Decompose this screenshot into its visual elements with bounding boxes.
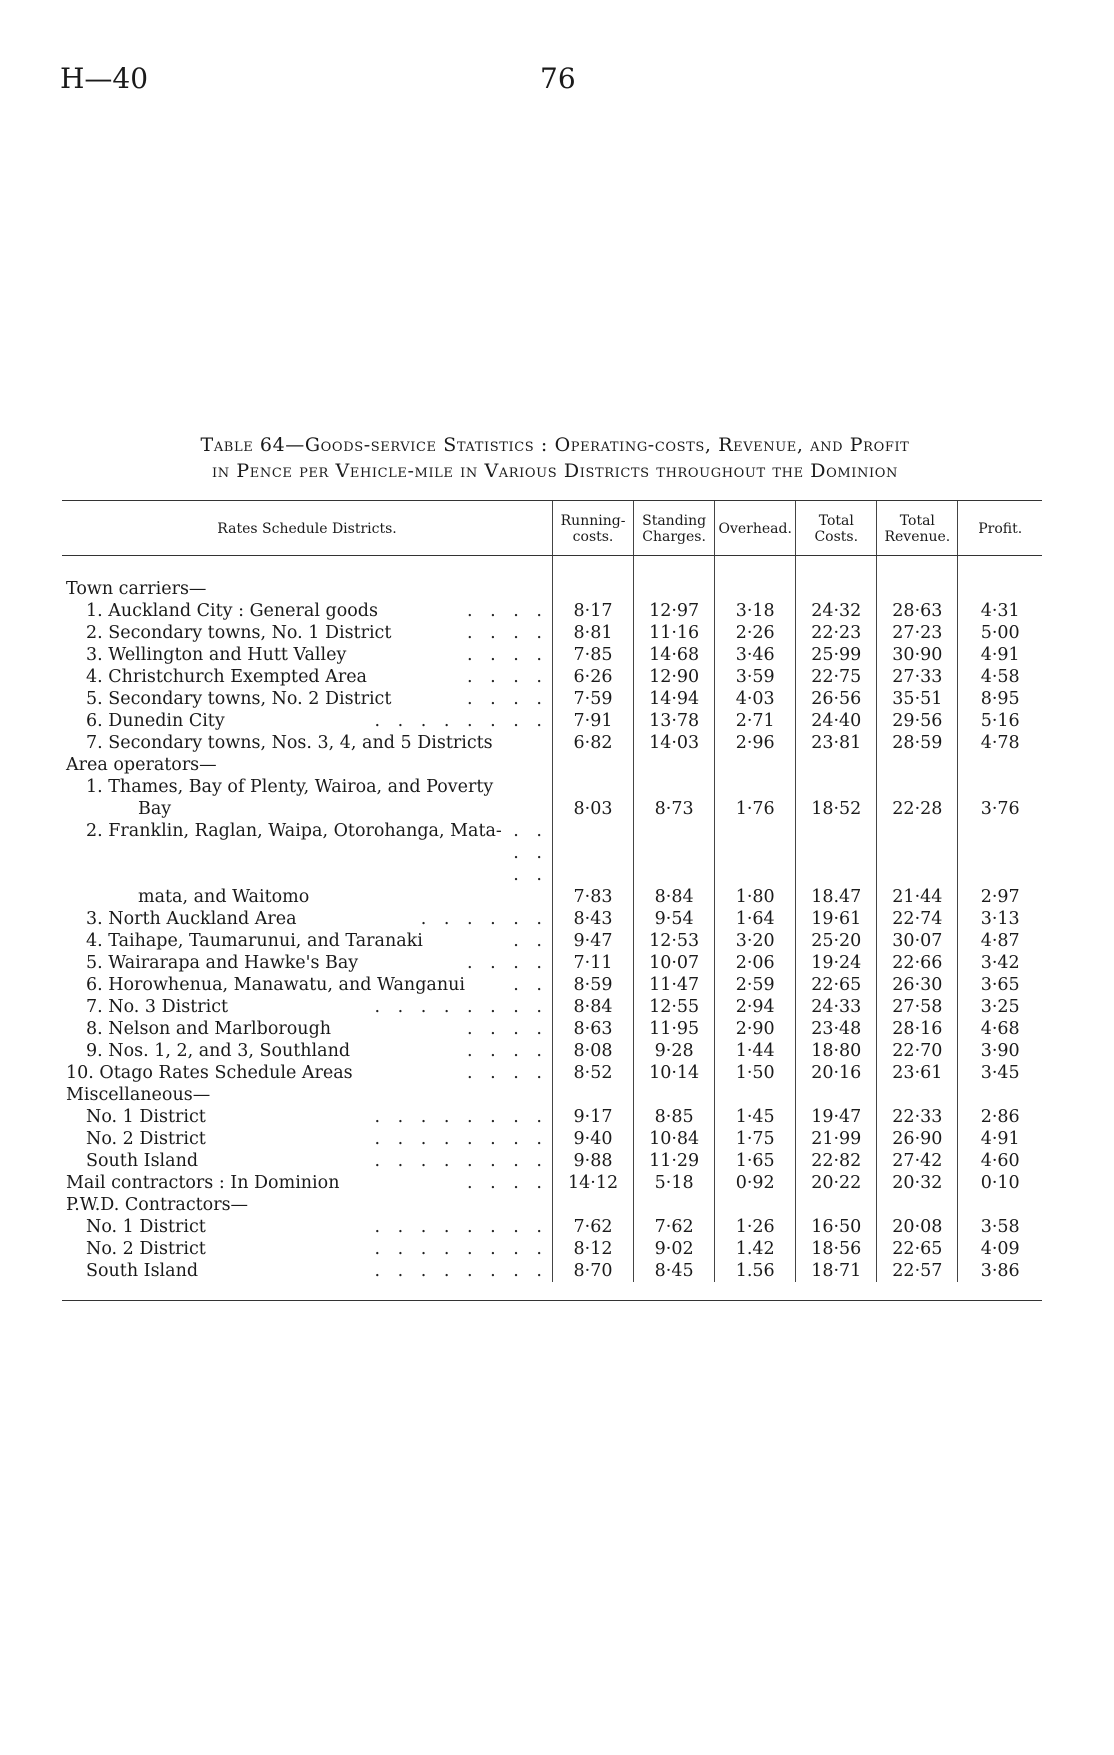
table-title — [60, 432, 1050, 484]
group-miscellaneous: Miscellaneous— — [66, 1085, 211, 1105]
group-heading-row — [62, 1194, 1042, 1216]
district-label-line — [66, 1062, 548, 1084]
cell-total-costs: 18.47 — [796, 820, 877, 908]
cell-total-costs: 18·52 — [796, 776, 877, 820]
district-label-line — [86, 820, 548, 886]
cell-total-costs: 18·80 — [796, 1040, 877, 1062]
cell-profit: 8·95 — [958, 688, 1042, 710]
table-row — [62, 732, 1042, 754]
district-name: No. 1 District — [86, 1217, 206, 1237]
cell-profit: 4·91 — [958, 1128, 1042, 1150]
cell-total-revenue: 22·33 — [877, 1106, 958, 1128]
cell-total-revenue: 21·44 — [877, 820, 958, 908]
cell-standing-charges: 11·16 — [634, 622, 715, 644]
district-label — [62, 1216, 553, 1238]
district-label-line — [86, 1238, 548, 1260]
cell-total-costs: 25·99 — [796, 644, 877, 666]
cell-overhead: 4·03 — [715, 688, 796, 710]
cell-overhead: 1·76 — [715, 776, 796, 820]
district-name: 8. Nelson and Marlborough — [86, 1019, 332, 1039]
district-label-line — [86, 688, 548, 710]
district-name: 1. Auckland City : General goods — [86, 601, 378, 621]
cell-overhead: 2·71 — [715, 710, 796, 732]
district-name: 4. Taihape, Taumarunui, and Taranaki — [86, 931, 423, 951]
district-label — [62, 1260, 553, 1282]
group-pwd-contractors: P.W.D. Contractors— — [66, 1195, 249, 1215]
group-heading-row — [62, 1084, 1042, 1106]
cell-profit: 3·86 — [958, 1260, 1042, 1282]
cell-total-revenue: 30·07 — [877, 930, 958, 952]
cell-standing-charges: 12·97 — [634, 600, 715, 622]
goods-service-statistics-table — [62, 501, 1042, 1282]
cell-overhead: 1·64 — [715, 908, 796, 930]
group-town-carriers: Town carriers— — [66, 579, 207, 599]
district-name-continuation: Bay — [138, 799, 172, 819]
cell-standing-charges: 12·53 — [634, 930, 715, 952]
leader-dots: . . . . . . . . — [374, 1261, 548, 1281]
district-name: 3. Wellington and Hutt Valley — [86, 645, 347, 665]
district-label — [62, 952, 553, 974]
district-label — [62, 644, 553, 666]
cell-total-costs: 24·32 — [796, 600, 877, 622]
cell-overhead: 1·50 — [715, 1062, 796, 1084]
cell-overhead: 3·20 — [715, 930, 796, 952]
district-label-line — [86, 776, 548, 798]
district-label-line — [86, 908, 548, 930]
cell-overhead: 2·96 — [715, 732, 796, 754]
cell-profit: 5·00 — [958, 622, 1042, 644]
leader-dots: . . . . — [467, 953, 548, 973]
leader-dots — [493, 732, 548, 754]
cell-total-revenue: 26·30 — [877, 974, 958, 996]
table-row — [62, 710, 1042, 732]
cell-running-costs: 8·03 — [553, 776, 634, 820]
table-row — [62, 666, 1042, 688]
district-label — [62, 1106, 553, 1128]
district-name: 6. Horowhenua, Manawatu, and Wanganui — [86, 975, 465, 995]
cell-overhead: 2·94 — [715, 996, 796, 1018]
column-header-standing-charges: Standing Charges. — [634, 501, 715, 556]
group-area-operators: Area operators— — [66, 755, 217, 775]
leader-dots: . . — [513, 931, 548, 951]
cell-overhead: 1·45 — [715, 1106, 796, 1128]
leader-dots: . . . . . . . . — [374, 1107, 548, 1127]
cell-running-costs: 7·62 — [553, 1216, 634, 1238]
table-row — [62, 1018, 1042, 1040]
district-name: 4. Christchurch Exempted Area — [86, 667, 367, 687]
cell-standing-charges: 11·29 — [634, 1150, 715, 1172]
cell-total-costs: 24·40 — [796, 710, 877, 732]
table-row — [62, 600, 1042, 622]
cell-total-revenue: 35·51 — [877, 688, 958, 710]
cell-profit: 3·90 — [958, 1040, 1042, 1062]
cell-standing-charges: 10·84 — [634, 1128, 715, 1150]
cell-standing-charges: 9·54 — [634, 908, 715, 930]
leader-dots: . . . . . . . . — [374, 1151, 548, 1171]
cell-total-revenue: 26·90 — [877, 1128, 958, 1150]
district-label-line — [86, 644, 548, 666]
leader-dots: . . . . — [467, 1019, 548, 1039]
district-label-line — [86, 732, 548, 754]
cell-total-costs: 22·65 — [796, 974, 877, 996]
district-name: No. 2 District — [86, 1129, 206, 1149]
cell-standing-charges: 11·47 — [634, 974, 715, 996]
column-header-total-revenue: Total Revenue. — [877, 501, 958, 556]
district-label — [62, 732, 553, 754]
leader-dots: . . . . — [467, 667, 548, 687]
leader-dots: . . . . — [467, 1063, 548, 1083]
district-label-line — [86, 622, 548, 644]
table-row — [62, 1260, 1042, 1282]
leader-dots: . . . . . . . . — [374, 1239, 548, 1259]
district-label — [62, 710, 553, 732]
cell-standing-charges: 8·73 — [634, 776, 715, 820]
cell-total-costs: 16·50 — [796, 1216, 877, 1238]
cell-running-costs: 8·12 — [553, 1238, 634, 1260]
cell-running-costs: 7·85 — [553, 644, 634, 666]
cell-profit: 2·97 — [958, 820, 1042, 908]
column-header-total-costs: Total Costs. — [796, 501, 877, 556]
cell-profit: 3·25 — [958, 996, 1042, 1018]
cell-running-costs: 8·52 — [553, 1062, 634, 1084]
cell-total-costs: 22·82 — [796, 1150, 877, 1172]
district-label — [62, 622, 553, 644]
leader-dots: . . . . . . . . — [374, 711, 548, 731]
cell-overhead: 1·65 — [715, 1150, 796, 1172]
cell-standing-charges: 8·84 — [634, 820, 715, 908]
bottom-rule — [62, 1300, 1042, 1301]
cell-profit: 4·68 — [958, 1018, 1042, 1040]
cell-running-costs: 8·43 — [553, 908, 634, 930]
cell-total-costs: 19·47 — [796, 1106, 877, 1128]
cell-total-costs: 22·23 — [796, 622, 877, 644]
district-label-line — [86, 1260, 548, 1282]
district-label — [62, 688, 553, 710]
district-name: 6. Dunedin City — [86, 711, 225, 731]
cell-overhead: 1·75 — [715, 1128, 796, 1150]
district-label — [62, 930, 553, 952]
district-label-line — [86, 1150, 548, 1172]
table-row — [62, 622, 1042, 644]
cell-running-costs: 7·59 — [553, 688, 634, 710]
leader-dots — [493, 776, 548, 798]
table-row — [62, 776, 1042, 820]
cell-overhead: 2·90 — [715, 1018, 796, 1040]
cell-running-costs: 9·88 — [553, 1150, 634, 1172]
cell-overhead: 3·18 — [715, 600, 796, 622]
cell-overhead: 2·59 — [715, 974, 796, 996]
cell-standing-charges: 11·95 — [634, 1018, 715, 1040]
leader-dots: . . . . . . . . — [374, 1217, 548, 1237]
district-label — [62, 666, 553, 688]
cell-running-costs: 14·12 — [553, 1172, 634, 1194]
cell-total-revenue: 22·57 — [877, 1260, 958, 1282]
leader-dots: . . . . — [467, 601, 548, 621]
leader-dots: . . . . . . . . — [374, 1129, 548, 1149]
page-number: 76 — [540, 62, 576, 95]
cell-running-costs: 8·08 — [553, 1040, 634, 1062]
leader-dots: . . . . — [467, 623, 548, 643]
cell-running-costs: 8·17 — [553, 600, 634, 622]
cell-profit: 0·10 — [958, 1172, 1042, 1194]
table-row — [62, 996, 1042, 1018]
district-label — [62, 1172, 553, 1194]
district-label-line — [86, 1216, 548, 1238]
cell-running-costs: 7·83 — [553, 820, 634, 908]
cell-total-revenue: 22·66 — [877, 952, 958, 974]
district-label — [62, 1150, 553, 1172]
cell-profit: 4·91 — [958, 644, 1042, 666]
district-name: 2. Franklin, Raglan, Waipa, Otorohanga, Mata- — [86, 821, 502, 841]
table-row — [62, 1216, 1042, 1238]
cell-standing-charges: 8·45 — [634, 1260, 715, 1282]
cell-profit: 3·76 — [958, 776, 1042, 820]
cell-total-costs: 22·75 — [796, 666, 877, 688]
table-row — [62, 974, 1042, 996]
cell-running-costs: 8·70 — [553, 1260, 634, 1282]
cell-total-revenue: 22·74 — [877, 908, 958, 930]
district-name: South Island — [86, 1151, 199, 1171]
cell-overhead: 0·92 — [715, 1172, 796, 1194]
table-row — [62, 644, 1042, 666]
district-label-line — [86, 1106, 548, 1128]
column-header-districts: Rates Schedule Districts. — [62, 501, 553, 556]
table-title-line-2: in Pence per Vehicle-mile in Various Districts throughout the Dominion — [212, 460, 898, 482]
cell-total-revenue: 28·59 — [877, 732, 958, 754]
cell-running-costs: 8·59 — [553, 974, 634, 996]
group-heading-row — [62, 754, 1042, 776]
cell-profit: 3·65 — [958, 974, 1042, 996]
cell-standing-charges: 7·62 — [634, 1216, 715, 1238]
cell-total-revenue: 28·63 — [877, 600, 958, 622]
cell-running-costs: 8·84 — [553, 996, 634, 1018]
cell-running-costs: 9·40 — [553, 1128, 634, 1150]
leader-dots: . . . . — [467, 1041, 548, 1061]
table-row — [62, 688, 1042, 710]
table-row — [62, 1106, 1042, 1128]
cell-profit: 3·42 — [958, 952, 1042, 974]
cell-total-revenue: 22·70 — [877, 1040, 958, 1062]
cell-overhead: 1.56 — [715, 1260, 796, 1282]
cell-running-costs: 9·47 — [553, 930, 634, 952]
district-name: Mail contractors : In Dominion — [66, 1173, 340, 1193]
cell-total-costs: 24·33 — [796, 996, 877, 1018]
cell-standing-charges: 10·07 — [634, 952, 715, 974]
cell-standing-charges: 9·28 — [634, 1040, 715, 1062]
district-label-line — [86, 600, 548, 622]
cell-total-costs: 20·22 — [796, 1172, 877, 1194]
cell-standing-charges: 13·78 — [634, 710, 715, 732]
cell-standing-charges: 10·14 — [634, 1062, 715, 1084]
cell-total-revenue: 30·90 — [877, 644, 958, 666]
cell-total-revenue: 28·16 — [877, 1018, 958, 1040]
cell-profit: 3·45 — [958, 1062, 1042, 1084]
leader-dots: . . . . . . — [420, 909, 548, 929]
district-name: 7. No. 3 District — [86, 997, 229, 1017]
cell-total-revenue: 22·28 — [877, 776, 958, 820]
cell-total-costs: 26·56 — [796, 688, 877, 710]
leader-dots: . . . . — [467, 1173, 548, 1193]
leader-dots: . . — [513, 975, 548, 995]
district-label-line — [86, 996, 548, 1018]
table-row — [62, 930, 1042, 952]
cell-running-costs: 8·81 — [553, 622, 634, 644]
table-row — [62, 1040, 1042, 1062]
table-row — [62, 820, 1042, 908]
cell-profit: 4·87 — [958, 930, 1042, 952]
cell-total-costs: 23·48 — [796, 1018, 877, 1040]
cell-total-costs: 21·99 — [796, 1128, 877, 1150]
district-label-line — [86, 666, 548, 688]
cell-profit: 4·60 — [958, 1150, 1042, 1172]
cell-total-revenue: 29·56 — [877, 710, 958, 732]
cell-total-costs: 18·56 — [796, 1238, 877, 1260]
district-name-continuation: mata, and Waitomo — [138, 887, 310, 907]
table-title-line-1: Table 64—Goods-service Statistics : Operating-costs, Revenue, and Profit — [200, 434, 910, 456]
district-name: 5. Wairarapa and Hawke's Bay — [86, 953, 359, 973]
spacer-row — [62, 556, 1042, 579]
district-label — [62, 996, 553, 1018]
cell-overhead: 1·80 — [715, 820, 796, 908]
cell-total-costs: 20·16 — [796, 1062, 877, 1084]
column-header-running-costs: Running- costs. — [553, 501, 634, 556]
cell-total-revenue: 27·42 — [877, 1150, 958, 1172]
cell-standing-charges: 8·85 — [634, 1106, 715, 1128]
table-row — [62, 1172, 1042, 1194]
cell-total-costs: 19·24 — [796, 952, 877, 974]
district-label — [62, 820, 553, 908]
statistics-table-wrapper — [62, 500, 1042, 1301]
column-header-profit: Profit. — [958, 501, 1042, 556]
cell-running-costs: 6·26 — [553, 666, 634, 688]
table-row — [62, 908, 1042, 930]
cell-overhead: 1·44 — [715, 1040, 796, 1062]
group-heading-row — [62, 578, 1042, 600]
cell-profit: 4·58 — [958, 666, 1042, 688]
district-label-line — [86, 1040, 548, 1062]
cell-overhead: 1·26 — [715, 1216, 796, 1238]
district-label-line — [86, 1018, 548, 1040]
district-label — [62, 974, 553, 996]
cell-total-costs: 25·20 — [796, 930, 877, 952]
district-label — [62, 1128, 553, 1150]
district-name: 9. Nos. 1, 2, and 3, Southland — [86, 1041, 351, 1061]
cell-total-revenue: 27·33 — [877, 666, 958, 688]
district-name: No. 2 District — [86, 1239, 206, 1259]
cell-total-revenue: 27·23 — [877, 622, 958, 644]
district-label — [62, 1040, 553, 1062]
cell-total-costs: 19·61 — [796, 908, 877, 930]
cell-profit: 3·13 — [958, 908, 1042, 930]
district-label-line — [86, 930, 548, 952]
cell-profit: 4·09 — [958, 1238, 1042, 1260]
table-row — [62, 1238, 1042, 1260]
cell-standing-charges: 12·55 — [634, 996, 715, 1018]
table-row — [62, 952, 1042, 974]
cell-standing-charges: 14·94 — [634, 688, 715, 710]
cell-total-revenue: 20·08 — [877, 1216, 958, 1238]
district-name: 7. Secondary towns, Nos. 3, 4, and 5 Districts — [86, 733, 493, 753]
district-name: 1. Thames, Bay of Plenty, Wairoa, and Poverty — [86, 777, 494, 797]
cell-total-revenue: 22·65 — [877, 1238, 958, 1260]
leader-dots: . . . . — [467, 689, 548, 709]
cell-profit: 4·78 — [958, 732, 1042, 754]
cell-total-revenue: 20·32 — [877, 1172, 958, 1194]
table-header-row — [62, 501, 1042, 556]
district-label — [62, 1018, 553, 1040]
cell-total-costs: 18·71 — [796, 1260, 877, 1282]
cell-total-revenue: 23·61 — [877, 1062, 958, 1084]
district-label — [62, 908, 553, 930]
column-header-overhead: Overhead. — [715, 501, 796, 556]
cell-overhead: 3·46 — [715, 644, 796, 666]
district-label — [62, 1062, 553, 1084]
district-name: South Island — [86, 1261, 199, 1281]
table-row — [62, 1062, 1042, 1084]
table-row — [62, 1150, 1042, 1172]
district-name: 10. Otago Rates Schedule Areas — [66, 1063, 353, 1083]
cell-overhead: 2·06 — [715, 952, 796, 974]
district-name: No. 1 District — [86, 1107, 206, 1127]
district-label — [62, 776, 553, 820]
cell-running-costs: 8·63 — [553, 1018, 634, 1040]
cell-running-costs: 9·17 — [553, 1106, 634, 1128]
cell-total-costs: 23·81 — [796, 732, 877, 754]
cell-overhead: 1.42 — [715, 1238, 796, 1260]
cell-standing-charges: 9·02 — [634, 1238, 715, 1260]
cell-standing-charges: 12·90 — [634, 666, 715, 688]
cell-standing-charges: 5·18 — [634, 1172, 715, 1194]
cell-running-costs: 6·82 — [553, 732, 634, 754]
district-name: 2. Secondary towns, No. 1 District — [86, 623, 392, 643]
district-label — [62, 600, 553, 622]
district-label-line — [86, 974, 548, 996]
leader-dots: . . . . — [467, 645, 548, 665]
district-label-line — [86, 710, 548, 732]
cell-running-costs: 7·11 — [553, 952, 634, 974]
cell-profit: 4·31 — [958, 600, 1042, 622]
cell-profit: 3·58 — [958, 1216, 1042, 1238]
district-label-line — [86, 1128, 548, 1150]
cell-standing-charges: 14·68 — [634, 644, 715, 666]
document-reference: H—40 — [60, 62, 149, 95]
cell-standing-charges: 14·03 — [634, 732, 715, 754]
leader-dots: . . . . . . . . — [374, 997, 548, 1017]
cell-overhead: 3·59 — [715, 666, 796, 688]
leader-dots: . . . . . . — [513, 821, 548, 885]
cell-running-costs: 7·91 — [553, 710, 634, 732]
table-row — [62, 1128, 1042, 1150]
district-name: 3. North Auckland Area — [86, 909, 297, 929]
cell-profit: 2·86 — [958, 1106, 1042, 1128]
cell-total-revenue: 27·58 — [877, 996, 958, 1018]
district-label-line — [66, 1172, 548, 1194]
cell-profit: 5·16 — [958, 710, 1042, 732]
district-label — [62, 1238, 553, 1260]
cell-overhead: 2·26 — [715, 622, 796, 644]
district-name: 5. Secondary towns, No. 2 District — [86, 689, 392, 709]
district-label-line — [86, 952, 548, 974]
